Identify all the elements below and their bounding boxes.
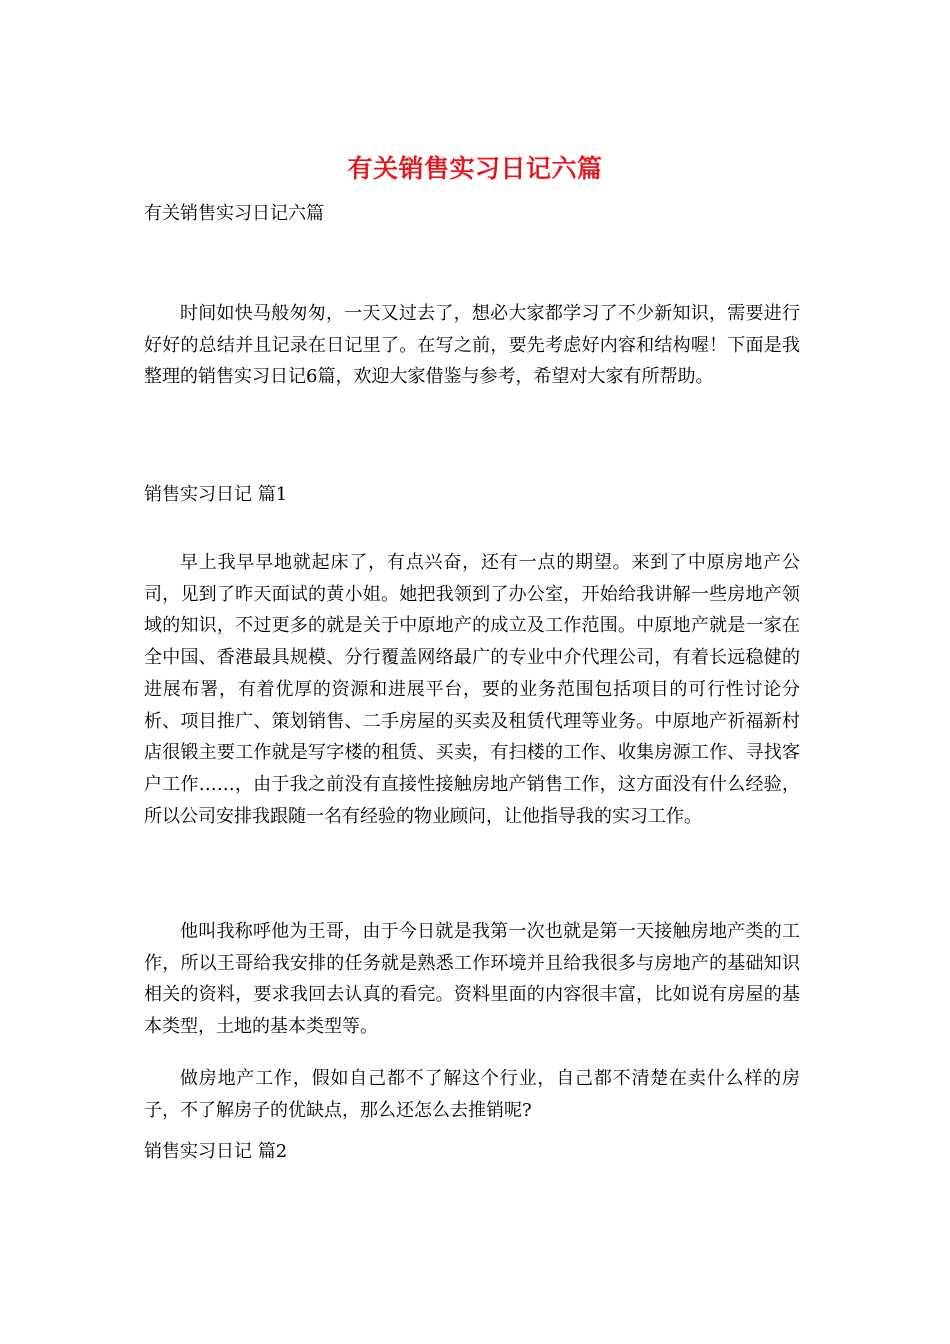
section-heading: 销售实习日记 篇2 — [144, 1141, 288, 1162]
section-heading: 销售实习日记 篇1 — [144, 484, 288, 505]
body-paragraph: 早上我早早地就起床了，有点兴奋，还有一点的期望。来到了中原房地产公司，见到了昨天面试的黄小姐。她把我领到了办公室，开始给我讲解一些房地产领域的知识，不过更多的就是关于中原地产的成立及工作范围。中原地产就是一家在全中国、香港最具规模、分行覆盖网络最广的专业中介代理公司，有着长远稳健的进展布署，有着优厚的资源和进展平台，要的业务范围包括项目的可行性讨论分析、项目推广、策划销售、二手房屋的买卖及租赁代理等业务。中原地产祈福新村店很锻主要工作就是写字楼的租赁、买卖，有扫楼的工作、收集房源工作、寻找客户工作……，由于我之前没有直接性接触房地产销售工作，这方面没有什么经验，所以公司安排我跟随一名有经验的物业顾问，让他指导我的实习工作。 — [144, 552, 800, 827]
document-subtitle: 有关销售实习日记六篇 — [144, 203, 324, 224]
body-paragraph: 他叫我称呼他为王哥，由于今日就是我第一次也就是第一天接触房地产类的工作，所以王哥给我安排的任务就是熟悉工作环境并且给我很多与房地产的基础知识相关的资料，要求我回去认真的看完。资料里面的内容很丰富，比如说有房屋的基本类型，土地的基本类型等。 — [144, 921, 800, 1038]
body-paragraph: 做房地产工作，假如自己都不了解这个行业，自己都不清楚在卖什么样的房子，不了解房子的优缺点，那么还怎么去推销呢? — [144, 1068, 800, 1121]
intro-paragraph: 时间如快马般匆匆，一天又过去了，想必大家都学习了不少新知识，需要进行好好的总结并且记录在日记里了。在写之前，要先考虑好内容和结构喔！下面是我整理的销售实习日记6篇，欢迎大家借鉴与参考，希望对大家有所帮助。 — [144, 303, 800, 388]
document-title: 有关销售实习日记六篇 — [347, 154, 603, 183]
